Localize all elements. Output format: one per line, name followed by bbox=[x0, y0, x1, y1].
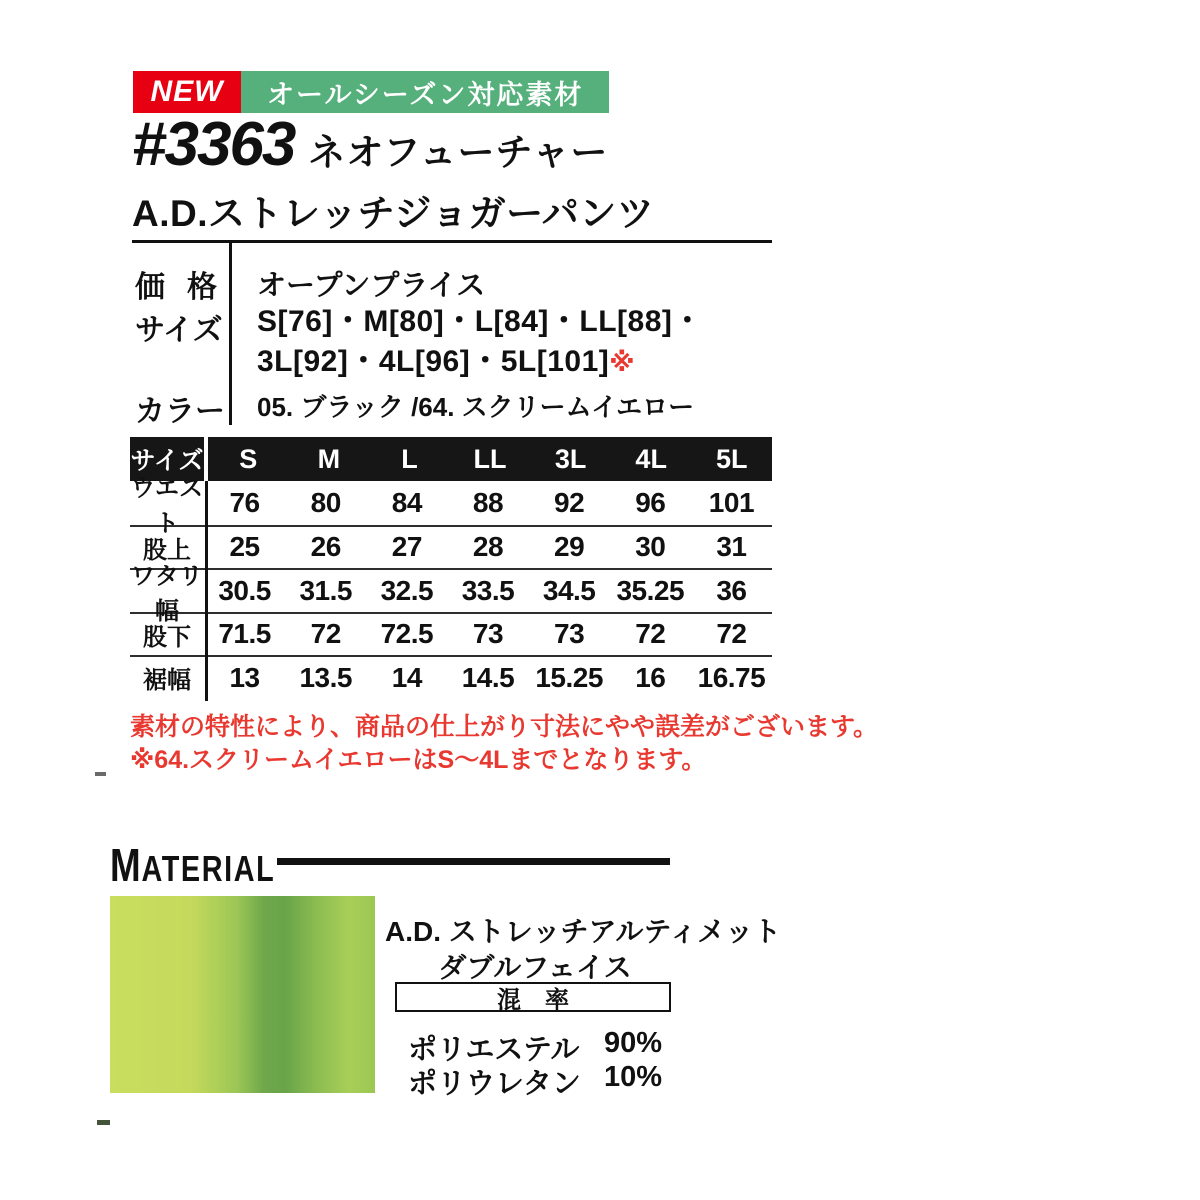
mix-ratio-box: 混 率 bbox=[395, 982, 671, 1012]
table-row bbox=[130, 655, 772, 699]
table-cell: 16 bbox=[635, 661, 666, 693]
spec-top-rule bbox=[132, 240, 772, 243]
size-value-line1: S[76]・M[80]・L[84]・LL[88]・ bbox=[257, 305, 703, 338]
table-row bbox=[130, 612, 772, 656]
row-label: 股上 bbox=[143, 536, 191, 564]
scan-artifact bbox=[95, 772, 106, 776]
badge-row bbox=[133, 71, 609, 113]
size-value-line2: 3L[92]・4L[96]・5L[101] bbox=[257, 345, 610, 378]
new-badge: NEW bbox=[133, 71, 241, 113]
table-cell: 14 bbox=[391, 661, 422, 693]
table-cell: 92 bbox=[554, 486, 585, 518]
size-table-header-cell: M bbox=[317, 443, 341, 474]
composition-percent: 10% bbox=[603, 1061, 662, 1093]
size-table-header-cell: 5L bbox=[716, 443, 748, 474]
table-cell: 71.5 bbox=[218, 618, 271, 650]
product-number: #3363 bbox=[132, 110, 295, 179]
fabric-name-line1: A.D. ストレッチアルティメット bbox=[385, 916, 782, 947]
row-label: ワタリ幅 bbox=[131, 562, 203, 625]
product-name-kana: ネオフューチャー bbox=[308, 132, 609, 173]
product-name-line2: A.D.ストレッチジョガーパンツ bbox=[132, 193, 655, 234]
table-cell: 30 bbox=[635, 531, 666, 563]
table-cell: 25 bbox=[229, 531, 260, 563]
size-table-header-cell: L bbox=[401, 443, 418, 474]
composition-name: ポリエステル bbox=[408, 1034, 580, 1066]
table-cell: 72.5 bbox=[380, 618, 434, 650]
material-heading-initial: M bbox=[110, 839, 142, 891]
size-label: サイズ bbox=[135, 314, 223, 347]
color-value: 05. ブラック /64. スクリームイエロー bbox=[257, 392, 695, 422]
size-table-header bbox=[130, 437, 772, 481]
size-table-header-cell: 4L bbox=[635, 443, 667, 474]
table-cell: 31 bbox=[716, 531, 747, 563]
table-cell: 15.25 bbox=[535, 661, 603, 693]
size-table-header-cell: 3L bbox=[554, 443, 587, 474]
size-table-header-cols bbox=[208, 437, 772, 481]
price-value: オープンプライス bbox=[257, 270, 486, 302]
material-heading-rule bbox=[277, 858, 670, 865]
size-table bbox=[130, 437, 772, 699]
material-heading-rest: ATERIAL bbox=[141, 848, 276, 889]
table-cell: 72 bbox=[310, 618, 341, 650]
note-line1: 素材の特性により、商品の仕上がり寸法にやや誤差がございます。 bbox=[130, 713, 879, 741]
disclaimer-notes bbox=[130, 711, 878, 777]
product-title-line1 bbox=[132, 112, 608, 177]
table-cell: 72 bbox=[716, 618, 747, 650]
size-table-corner-label: サイズ bbox=[130, 437, 204, 481]
table-cell: 80 bbox=[310, 486, 341, 518]
table-cell: 29 bbox=[554, 531, 585, 563]
table-cell: 72 bbox=[635, 618, 666, 650]
table-cell: 13 bbox=[229, 661, 260, 693]
table-cell: 73 bbox=[554, 618, 585, 650]
material-swatch bbox=[110, 896, 375, 1093]
row-label: ウエスト bbox=[131, 474, 203, 537]
table-cell: 96 bbox=[635, 486, 666, 518]
scan-artifact bbox=[97, 1120, 110, 1125]
table-cell: 33.5 bbox=[461, 574, 515, 606]
size-table-body bbox=[130, 474, 772, 699]
size-table-header-cell: LL bbox=[473, 443, 507, 474]
table-cell: 27 bbox=[391, 531, 422, 563]
table-cell: 31.5 bbox=[299, 574, 352, 606]
table-row bbox=[130, 474, 772, 537]
size-table-header-cell: S bbox=[239, 443, 258, 474]
table-cell: 88 bbox=[472, 486, 504, 518]
composition-name: ポリウレタン bbox=[408, 1068, 581, 1100]
color-label: カラー bbox=[135, 395, 225, 428]
material-heading bbox=[110, 838, 275, 892]
table-cell: 32.5 bbox=[380, 574, 434, 606]
note-line2: ※64.スクリームイエローはS～4Lまでとなります。 bbox=[130, 746, 707, 774]
table-cell: 30.5 bbox=[218, 574, 271, 606]
table-cell: 84 bbox=[391, 486, 422, 518]
spec-divider-line bbox=[229, 240, 232, 425]
table-cell: 36 bbox=[716, 574, 747, 606]
table-cell: 101 bbox=[708, 486, 755, 518]
table-cell: 16.75 bbox=[697, 661, 766, 693]
composition-percent: 90% bbox=[603, 1027, 662, 1059]
size-note-asterisk: ※ bbox=[609, 347, 636, 377]
table-cell: 26 bbox=[310, 531, 341, 563]
size-value bbox=[257, 302, 703, 382]
table-cell: 35.25 bbox=[616, 574, 685, 606]
price-label: 価格 bbox=[135, 271, 217, 304]
table-cell: 73 bbox=[472, 618, 504, 650]
table-cell: 28 bbox=[472, 531, 504, 563]
table-row bbox=[130, 562, 772, 625]
fabric-name-line2: ダブルフェイス bbox=[438, 952, 632, 983]
table-divider-line bbox=[205, 481, 208, 701]
table-cell: 76 bbox=[229, 486, 260, 518]
table-cell: 13.5 bbox=[299, 661, 352, 693]
composition-row bbox=[408, 1061, 662, 1102]
row-label: 股下 bbox=[143, 623, 191, 651]
row-label: 裾幅 bbox=[143, 667, 191, 695]
season-material-badge: オールシーズン対応素材 bbox=[241, 71, 609, 113]
table-row bbox=[130, 525, 772, 569]
table-cell: 14.5 bbox=[461, 661, 515, 693]
table-cell: 34.5 bbox=[542, 574, 596, 606]
